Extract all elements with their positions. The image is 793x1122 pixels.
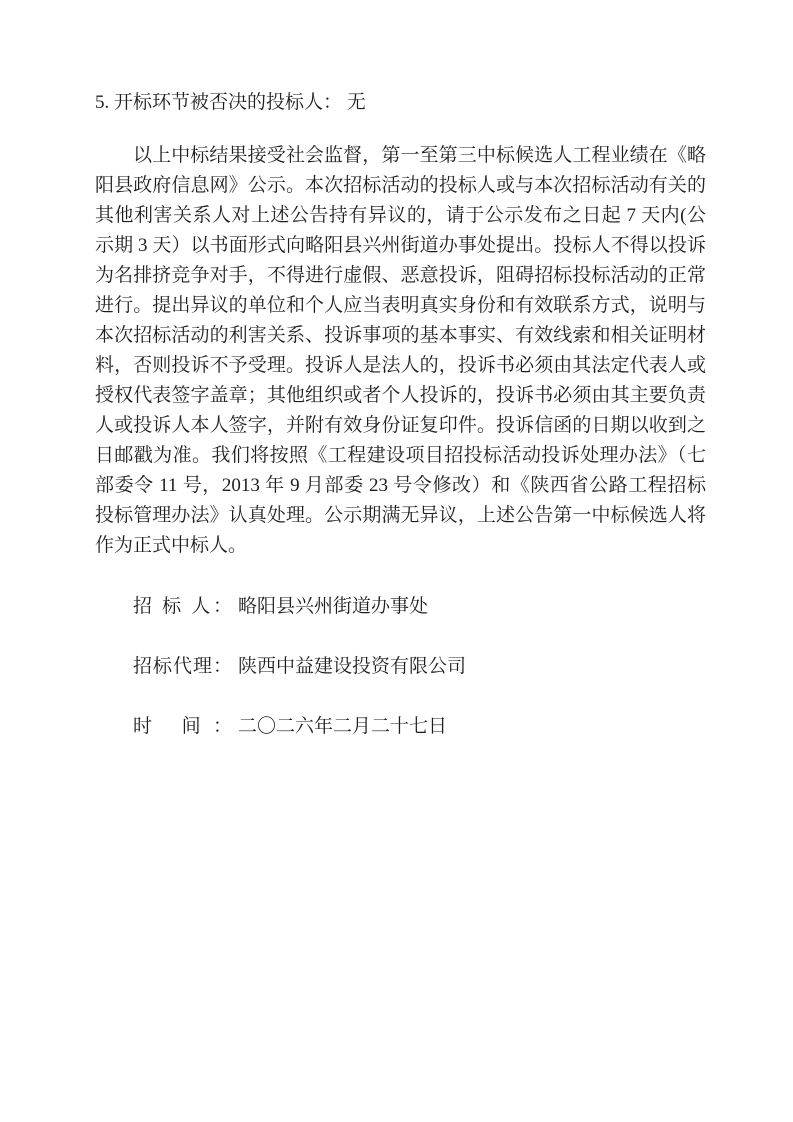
date-value: 二〇二六年二月二十七日 <box>238 716 448 737</box>
rejected-bidders-line: 5. 开标环节被否决的投标人： 无 <box>95 92 366 113</box>
agency-line <box>133 652 706 682</box>
agency-label: 招标代理： <box>133 656 232 677</box>
signature-block <box>133 592 706 742</box>
tenderer-label: 招 标 人： <box>133 596 232 617</box>
date-label: 时 间： <box>133 716 232 737</box>
agency-value: 陕西中益建设投资有限公司 <box>238 656 467 677</box>
tenderer-value: 略阳县兴州街道办事处 <box>238 596 429 617</box>
date-line <box>133 712 706 742</box>
tenderer-line <box>133 592 706 622</box>
document-content <box>95 88 706 742</box>
supervision-complaint-paragraph: 以上中标结果接受社会监督，第一至第三中标候选人工程业绩在《略阳县政府信息网》公示。本次招标活动的投标人或与本次招标活动有关的其他利害关系人对上述公告持有异议的，请于公示发布之日起 7 天内(公示期 3 天）以书面形式向略阳县兴州街道办事处提出。投标人不得以投诉为名排挤竞争对手，不得进行虚假、恶意投诉，阻碍招标投标活动的正常进行。提出异议的单位和个人应当表明真实身份和有效联系方式，说明与本次招标活动的利害关系、投诉事项的基本事实、有效线索和相关证明材料，否则投诉不予受理。投诉人是法人的，投诉书必须由其法定代表人或授权代表签字盖章；其他组织或者个人投诉的，投诉书必须由其主要负责人或投诉人本人签字，并附有效身份证复印件。投诉信函的日期以收到之日邮戳为准。我们将按照《工程建设项目招投标活动投诉处理办法》（七部委令 11 号，2013 年 9 月部委 23 号令修改）和《陕西省公路工程招标投标管理办法》认真处理。公示期满无异议，上述公告第一中标候选人将作为正式中标人。 <box>95 145 706 556</box>
